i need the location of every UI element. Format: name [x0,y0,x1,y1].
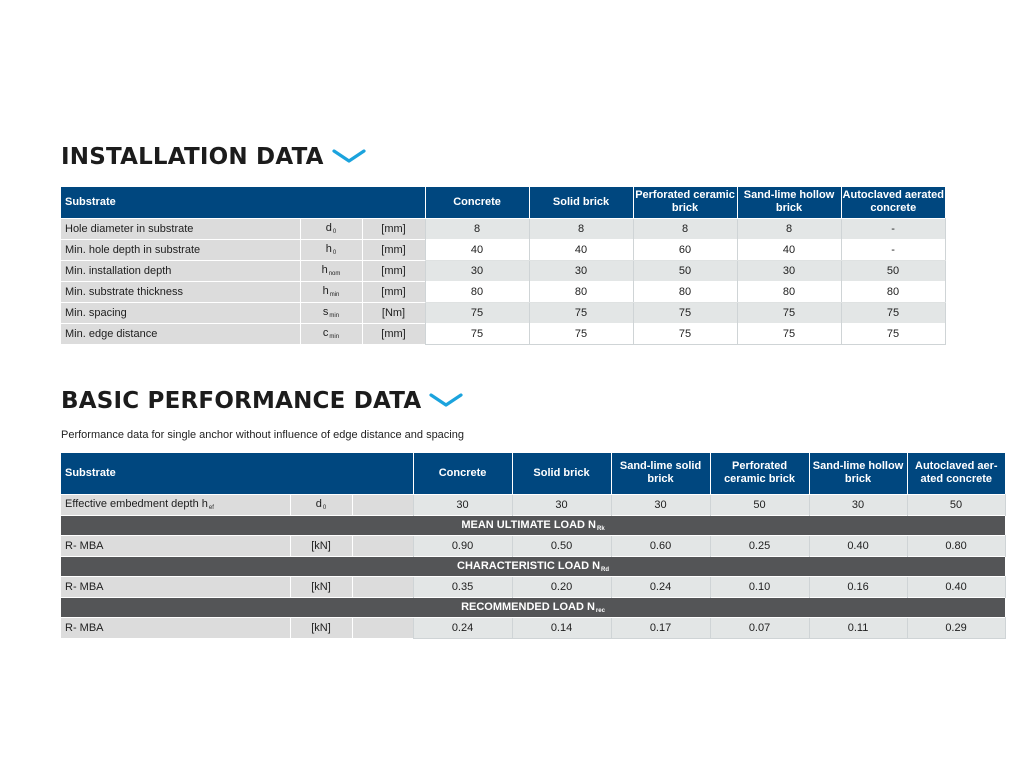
table-cell: 80 [737,281,841,302]
installation-col-concrete: Concrete [425,187,529,218]
row-unit: [mm] [362,260,425,281]
table-row [61,302,945,323]
section-band-text: MEAN ULTIMATE LOAD N [461,518,596,531]
table-row [61,576,1005,597]
performance-title-text: BASIC PERFORMANCE DATA [61,388,422,414]
section-band-label [61,597,1005,617]
table-cell: 30 [512,494,611,515]
installation-title [61,140,945,174]
table-cell: 30 [413,494,512,515]
table-cell: 30 [529,260,633,281]
row-unit: [kN] [290,535,352,556]
table-cell: 0.60 [611,535,710,556]
chevron-down-icon[interactable] [332,139,366,173]
table-cell: 0.40 [907,576,1005,597]
installation-header-substrate: Substrate [61,187,425,218]
performance-col-sand-lime-hollow-brick: Sand-lime hollow brick [809,453,907,494]
installation-col-autoclaved-aerated-concrete: Autoclaved aerated concrete [841,187,945,218]
table-cell: 80 [841,281,945,302]
table-cell: 0.16 [809,576,907,597]
section-band [61,515,1005,535]
table-cell: 75 [529,323,633,344]
table-cell: 75 [633,323,737,344]
section-band-label [61,556,1005,576]
row-label: Min. substrate thickness [61,281,300,302]
table-row [61,260,945,281]
row-unit: [mm] [362,281,425,302]
row-symbol-symbol: d [325,222,332,234]
table-cell: 0.07 [710,617,809,638]
embedment-label-text: Effective embedment depth h [65,498,208,510]
embedment-symbol-symbol: d [315,498,322,510]
section-band-subscript: Rd [601,566,610,573]
row-symbol [300,260,362,281]
row-symbol-symbol: h [325,243,332,255]
table-cell: 80 [425,281,529,302]
section-band-text: CHARACTERISTIC LOAD N [457,559,601,572]
row-unit: [Nm] [362,302,425,323]
embedment-unit [352,494,413,515]
table-cell: - [841,218,945,239]
performance-col-autoclaved-aerated-concrete: Autoclaved aer-ated concrete [907,453,1005,494]
row-symbol [300,239,362,260]
row-label: Min. hole depth in substrate [61,239,300,260]
table-cell: 75 [425,323,529,344]
table-cell: 40 [737,239,841,260]
section-band-label [61,515,1005,535]
table-cell: - [841,239,945,260]
row-label: R- MBA [61,617,290,638]
row-symbol [300,323,362,344]
table-cell: 50 [633,260,737,281]
installation-col-sand-lime-hollow-brick: Sand-lime hollow brick [737,187,841,218]
table-cell: 50 [841,260,945,281]
row-symbol [300,218,362,239]
performance-header-substrate: Substrate [61,453,413,494]
installation-section [61,140,945,345]
table-cell: 0.40 [809,535,907,556]
embedment-label-subscript: ef [208,505,214,511]
installation-table [61,187,946,345]
row-symbol-subscript: 0 [332,250,337,256]
table-cell: 75 [737,302,841,323]
row-unit: [mm] [362,239,425,260]
chevron-down-icon[interactable] [429,383,463,417]
section-band-text: RECOMMENDED LOAD N [461,600,595,613]
row-symbol-subscript: min [329,292,340,298]
table-cell: 8 [633,218,737,239]
row-symbol-symbol: h [322,285,329,297]
performance-header-row [61,453,1005,494]
performance-col-solid-brick: Solid brick [512,453,611,494]
row-label: Min. edge distance [61,323,300,344]
table-cell: 0.10 [710,576,809,597]
row-unit: [mm] [362,323,425,344]
table-cell: 50 [907,494,1005,515]
section-band [61,556,1005,576]
row-spacer [352,617,413,638]
installation-col-perforated-ceramic-brick: Perforated ceramic brick [633,187,737,218]
table-cell: 0.17 [611,617,710,638]
table-cell: 75 [425,302,529,323]
embedment-symbol-subscript: 0 [322,505,327,511]
row-label: Min. spacing [61,302,300,323]
embedment-symbol [290,494,352,515]
row-symbol-symbol: h [321,264,328,276]
table-row [61,239,945,260]
row-label: R- MBA [61,535,290,556]
table-row [61,281,945,302]
row-label: Min. installation depth [61,260,300,281]
table-cell: 30 [737,260,841,281]
table-cell: 40 [529,239,633,260]
table-cell: 30 [425,260,529,281]
performance-col-perforated-ceramic-brick: Perforated ceramic brick [710,453,809,494]
row-symbol-subscript: min [329,313,340,319]
table-cell: 75 [737,323,841,344]
table-cell: 0.29 [907,617,1005,638]
row-symbol [300,302,362,323]
performance-subtitle: Performance data for single anchor without influence of edge distance and spacing [61,429,464,441]
embedment-label [61,494,290,515]
table-cell: 75 [633,302,737,323]
table-cell: 0.25 [710,535,809,556]
table-row [61,535,1005,556]
table-cell: 8 [737,218,841,239]
performance-title [61,384,945,418]
performance-col-sand-lime-solid-brick: Sand-lime solid brick [611,453,710,494]
table-cell: 80 [529,281,633,302]
section-band [61,597,1005,617]
row-symbol-symbol: c [322,327,329,340]
table-cell: 75 [841,302,945,323]
table-row [61,323,945,344]
installation-header-row [61,187,945,218]
table-cell: 30 [809,494,907,515]
table-cell: 75 [841,323,945,344]
table-cell: 0.24 [611,576,710,597]
table-cell: 0.80 [907,535,1005,556]
table-cell: 0.90 [413,535,512,556]
installation-title-text: INSTALLATION DATA [61,144,324,170]
performance-col-concrete: Concrete [413,453,512,494]
row-unit: [kN] [290,576,352,597]
table-cell: 0.14 [512,617,611,638]
table-cell: 0.50 [512,535,611,556]
table-cell: 60 [633,239,737,260]
section-band-subscript: rec [595,607,605,614]
row-label: R- MBA [61,576,290,597]
row-unit: [mm] [362,218,425,239]
row-spacer [352,535,413,556]
table-cell: 0.24 [413,617,512,638]
table-cell: 50 [710,494,809,515]
table-cell: 75 [529,302,633,323]
row-symbol-subscript: nom [328,271,341,277]
table-row [61,494,1005,515]
table-cell: 0.11 [809,617,907,638]
table-cell: 40 [425,239,529,260]
row-symbol-subscript: 0 [332,229,337,235]
table-row [61,617,1005,638]
row-unit: [kN] [290,617,352,638]
table-cell: 0.35 [413,576,512,597]
table-row [61,218,945,239]
row-symbol-subscript: min [329,334,340,341]
row-spacer [352,576,413,597]
table-cell: 8 [425,218,529,239]
table-cell: 8 [529,218,633,239]
row-symbol-symbol: s [322,306,329,318]
performance-section [61,384,998,639]
installation-col-solid-brick: Solid brick [529,187,633,218]
section-band-subscript: Rk [597,525,605,532]
row-symbol [300,281,362,302]
performance-table [61,453,1006,639]
table-cell: 80 [633,281,737,302]
row-label: Hole diameter in substrate [61,218,300,239]
table-cell: 0.20 [512,576,611,597]
table-cell: 30 [611,494,710,515]
